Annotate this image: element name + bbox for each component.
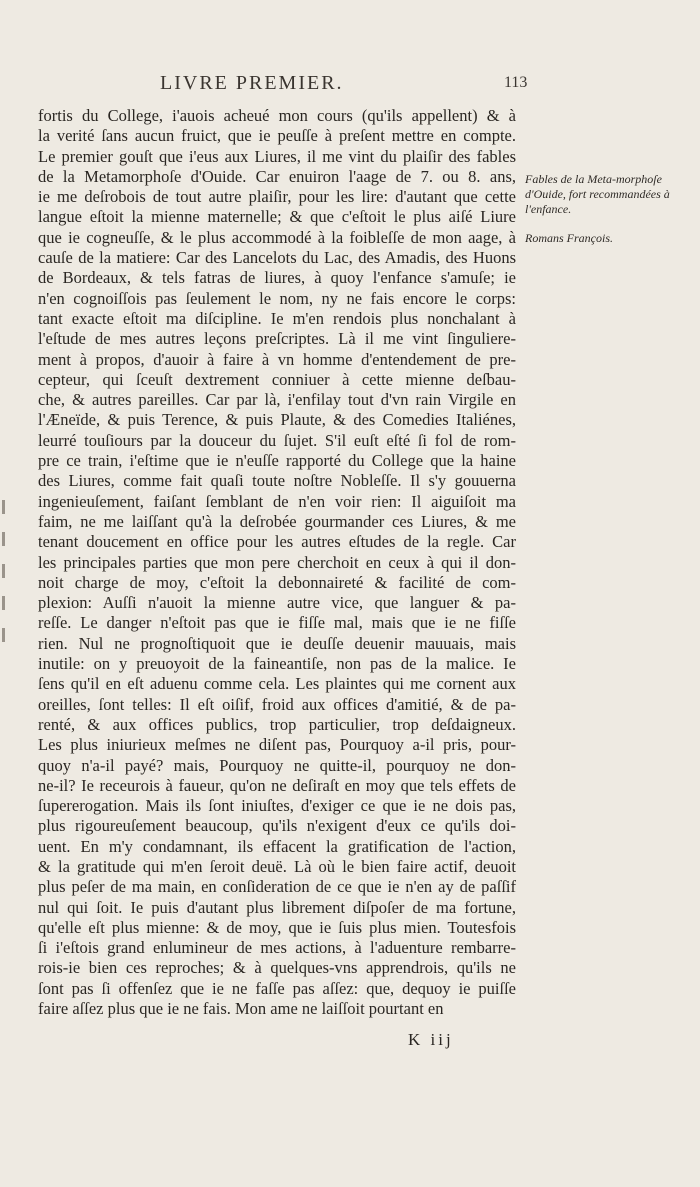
running-title: LIVRE PREMIER. [160,72,344,94]
edge-mark [2,596,5,610]
text-line: renté, & aux offices publics, trop particulier, trop deſdaigneux. [38,714,516,734]
text-line: noit charge de moy, c'eſtoit la debonnaireté & facilité de com- [38,572,516,592]
text-line: que ie cogneuſſe, & le plus accommodé à la foibleſſe de mon aage, à [38,227,516,247]
margin-note-romans: Romans François. [525,231,613,245]
text-line: langue eſtoit la mienne maternelle; & que c'eſtoit le plus aiſé Liure [38,207,516,227]
text-line: & la gratitude qui m'en ſeroit deuë. Là où le bien faire actif, deuoit [38,856,516,876]
binding-edge-marks [0,500,6,660]
text-line: uent. En m'y condamnant, ils effacent la gratification de l'action, [38,836,516,856]
text-line: cepteur, qui ſceuſt dextrement conniuer à cette mienne deſbau- [38,369,516,389]
body-text [38,106,516,1019]
signature-mark: K iij [408,1030,454,1049]
margin-notes [525,172,685,246]
text-line: qu'elle eſt plus mienne: & de moy, que ie ſuis plus mien. Toutesfois [38,917,516,937]
text-line: quoy n'a-il payé? mais, Pourquoy ne quitte-il, pourquoy ne don- [38,755,516,775]
text-line: de la Metamorphoſe d'Ouide. Car enuiron l'aage de 7. ou 8. ans, [38,166,516,186]
text-line: les principales parties que mon pere cherchoit en ceux à qui il don- [38,552,516,572]
text-line: reſſe. Le danger n'eſtoit pas que ie fiſſe mal, mais que ie ne fiſſe [38,613,516,633]
text-line: ſi i'eſtois grand enlumineur de mes actions, à l'aduenture rembarre- [38,938,516,958]
text-line: ingenieuſement, faiſant ſemblant de n'en voir rien: Il aiguiſoit ma [38,491,516,511]
text-line: ie me deſrobois de tout autre plaiſir, pour les lire: d'autant que cette [38,187,516,207]
text-line: che, & autres pareilles. Car par là, i'enfilay tout d'vn rain Virgile en [38,390,516,410]
edge-mark [2,500,5,514]
text-line: fortis du College, i'auois acheué mon cours (qu'ils appellent) & à [38,106,516,125]
margin-note-fables: Fables de la Meta-morphoſe d'Ouide, fort recommandées à l'enfance. [525,172,670,216]
edge-mark [2,628,5,642]
text-line: cauſe de la matiere: Car des Lancelots du Lac, des Amadis, des Huons [38,248,516,268]
text-line: ſont pas ſi offenſez que ie ne faſſe pas aſſez: que, dequoy ie puiſſe [38,978,516,998]
text-line: n'en cognoiſſois pas ſeulement le nom, ny ne fais encore le corps: [38,288,516,308]
text-line: des Liures, comme fait quaſi toute noſtre Nobleſſe. Il s'y gouuerna [38,471,516,491]
text-line: pre ce train, i'eſtime que ie n'euſſe rapporté du College que la haine [38,451,516,471]
text-line: ſupererogation. Mais ils ſont iniuſtes, d'exiger ce que ie ne dois pas, [38,796,516,816]
text-line: leurré touſiours par la douceur du ſujet. S'il euſt eſté ſi fol de rom- [38,430,516,450]
page-number: 113 [504,74,528,91]
text-line: ſens qu'il en eſt aduenu comme cela. Les plaintes qui me cornent aux [38,674,516,694]
text-line: rois-ie bien ces reproches; & à quelques-vns apprendrois, qu'ils ne [38,958,516,978]
text-line: ne-il? Ie receurois à faueur, qu'on ne deſiraſt en moy que tels effets de [38,775,516,795]
text-line: faim, ne me laiſſant qu'à la deſrobée gourmander ces Liures, & me [38,511,516,531]
text-line: nul qui ſoit. Ie puis d'autant plus librement diſpoſer de ma fortune, [38,897,516,917]
edge-mark [2,564,5,578]
text-line: l'Æneïde, & puis Terence, & puis Plaute, & des Comedies Italiénes, [38,410,516,430]
text-line: tant exacte eſtoit ma diſcipline. Ie m'en rendois plus nonchalant à [38,308,516,328]
text-line: ment à propos, d'auoir à faire à vn homme d'entendement de pre- [38,349,516,369]
text-line: Le premier gouſt que i'eus aux Liures, il me vint du plaiſir des fables [38,146,516,166]
text-line: inutile: on y preuoyoit de la faineantiſe, non pas de la malice. Ie [38,654,516,674]
text-line: tenant doucement en office pour les autres eſtudes de la regle. Car [38,532,516,552]
text-line: la verité ſans aucun fruict, que ie peuſſe à preſent mettre en compte. [38,126,516,146]
text-line: de Bordeaux, & tels fatras de liures, à quoy l'enfance s'amuſe; ie [38,268,516,288]
text-line: plus rigoureuſement beaucoup, qu'ils n'exigent d'eux ce qu'ils doi- [38,816,516,836]
text-line: rien. Nul ne prognoſtiquoit que ie deuſſe deuenir mauuais, mais [38,633,516,653]
text-line: plexion: Auſſi n'auoit la mienne autre vice, que languer & pa- [38,593,516,613]
text-line: oreilles, ſont telles: Il eſt oiſif, froid aux offices d'amitié, & de pa- [38,694,516,714]
text-line: Les plus iniurieux meſmes ne diſent pas, Pourquoy a-il pris, pour- [38,735,516,755]
text-line: plus peſer de ma main, en conſideration de ce que ie n'en ay de paſſif [38,877,516,897]
text-line: faire aſſez plus que ie ne fais. Mon ame ne laiſſoit pourtant en [38,999,444,1019]
text-line: l'eſtude de mes autres leçons preſcriptes. Là il me vint ſinguliere- [38,329,516,349]
edge-mark [2,532,5,546]
